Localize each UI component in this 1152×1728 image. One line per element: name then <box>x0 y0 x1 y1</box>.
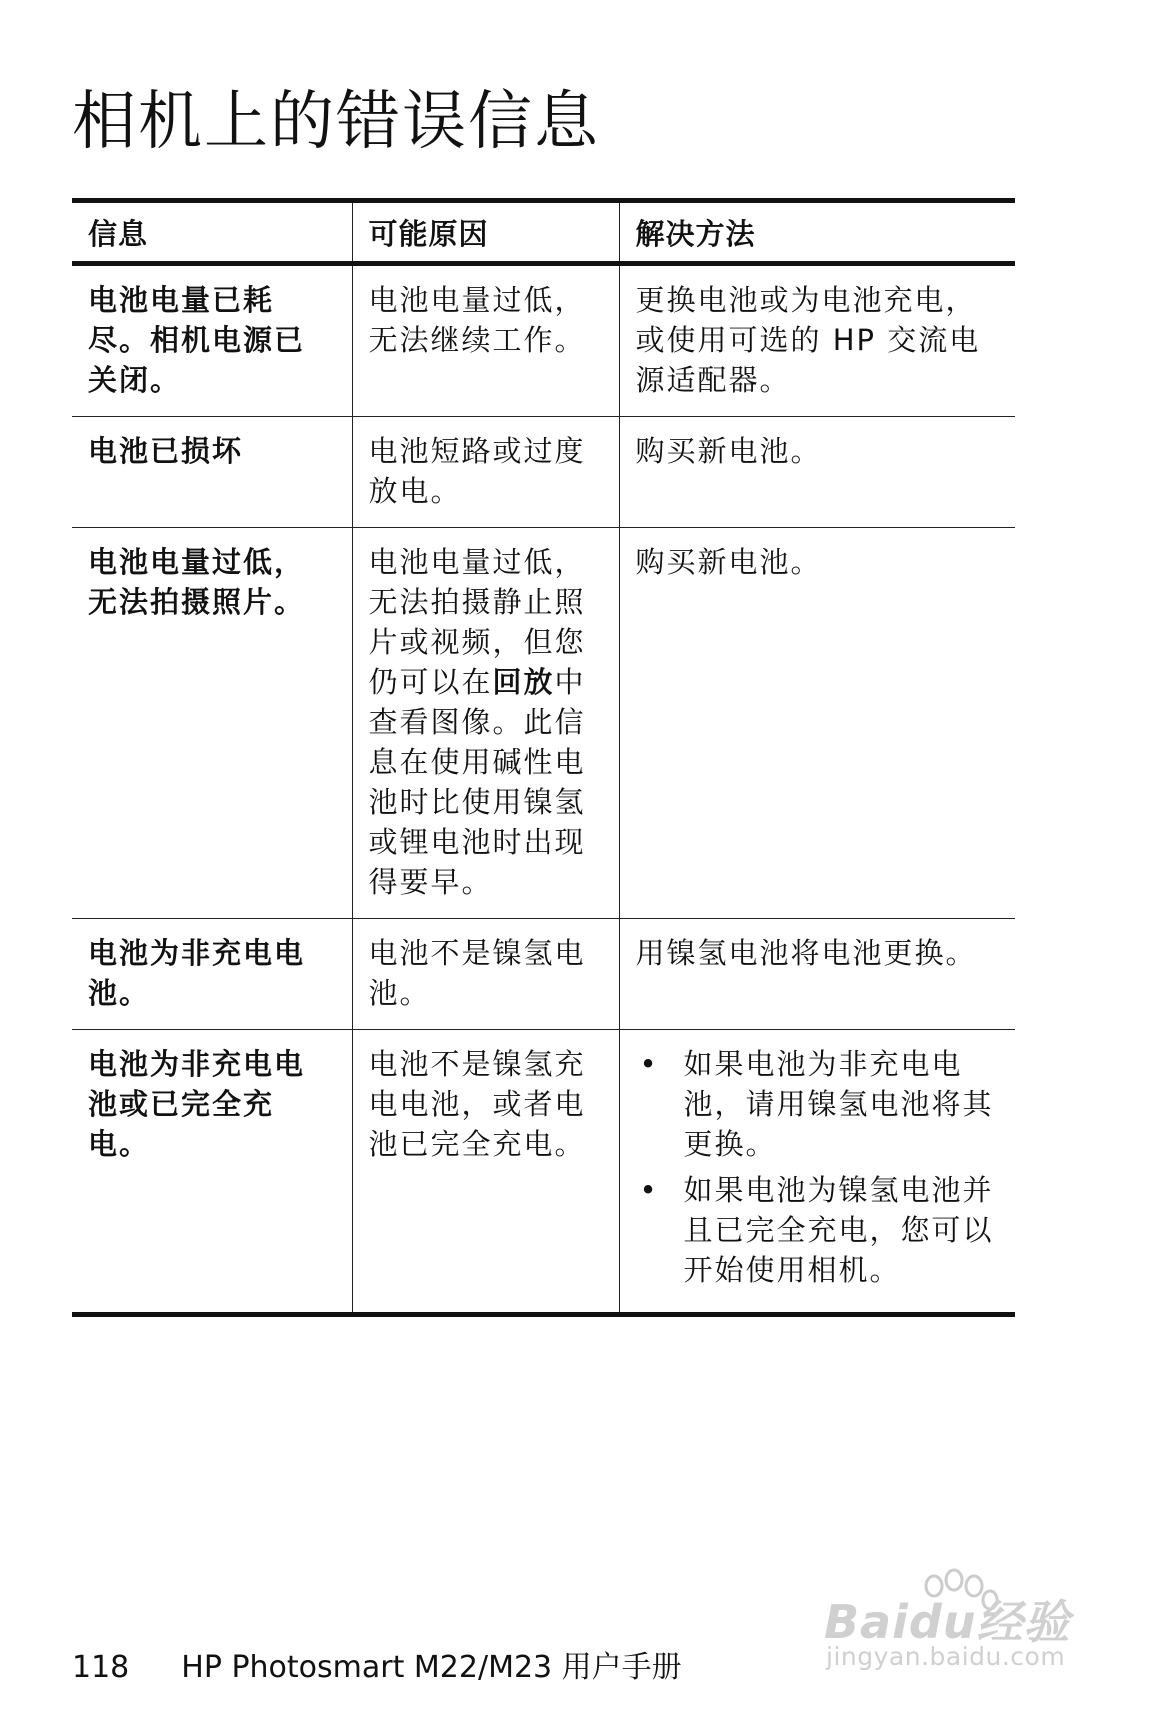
message-cell: 电池为非充电电池。 <box>72 919 352 1030</box>
cause-cell: 电池不是镍氢充电电池，或者电池已完全充电。 <box>352 1030 619 1315</box>
manual-title: HP Photosmart M22/M23 用户手册 <box>181 1650 682 1685</box>
solution-list-item: • 如果电池为镍氢电池并且已完全充电，您可以开始使用相机。 <box>636 1170 1000 1290</box>
cause-text-continued: 中查看图像。此信息在使用碱性电池时比使用镍氢或锂电池时出现得要早。 <box>368 665 586 899</box>
solution-list-item: • 如果电池为非充电电池，请用镍氢电池将其更换。 <box>636 1044 1000 1164</box>
table-row <box>72 1030 1015 1315</box>
solution-cell: 更换电池或为电池充电，或使用可选的 HP 交流电源适配器。 <box>619 264 1015 417</box>
error-messages-table <box>72 198 1015 1317</box>
message-cell: 电池已损坏 <box>72 417 352 528</box>
cause-cell <box>352 528 619 919</box>
baidu-jingyan-watermark <box>822 1566 1084 1676</box>
cause-cell: 电池不是镍氢电池。 <box>352 919 619 1030</box>
message-cell: 电池电量过低，无法拍摄照片。 <box>72 528 352 919</box>
table-row <box>72 528 1015 919</box>
playback-term: 回放 <box>492 665 555 699</box>
message-cell: 电池电量已耗尽。相机电源已关闭。 <box>88 283 306 397</box>
cause-cell: 电池短路或过度放电。 <box>352 417 619 528</box>
solution-cell: 购买新电池。 <box>619 417 1015 528</box>
message-cell: 电池为非充电电池或已完全充电。 <box>72 1030 352 1315</box>
watermark-brand: Baidu经验 <box>824 1595 1071 1649</box>
header-solution: 解决方法 <box>619 201 1015 264</box>
solution-cell: 用镍氢电池将电池更换。 <box>619 919 1015 1030</box>
table-row <box>72 417 1015 528</box>
table-row <box>72 919 1015 1030</box>
cause-cell: 电池电量过低，无法继续工作。 <box>352 264 619 417</box>
table-row <box>72 264 1015 417</box>
header-cause: 可能原因 <box>352 201 619 264</box>
cause-text: 电池电量过低，无法拍摄静止照片或视频，但您仍可以在 <box>368 545 586 699</box>
watermark-url: jingyan.baidu.com <box>826 1642 1066 1671</box>
page-footer <box>72 1642 682 1686</box>
solution-list <box>636 1044 1000 1290</box>
table-header-row <box>72 201 1015 264</box>
page-number: 118 <box>72 1650 130 1685</box>
header-message: 信息 <box>72 201 352 264</box>
solution-cell <box>619 1030 1015 1315</box>
page-title: 相机上的错误信息 <box>72 85 600 159</box>
solution-cell: 购买新电池。 <box>619 528 1015 919</box>
